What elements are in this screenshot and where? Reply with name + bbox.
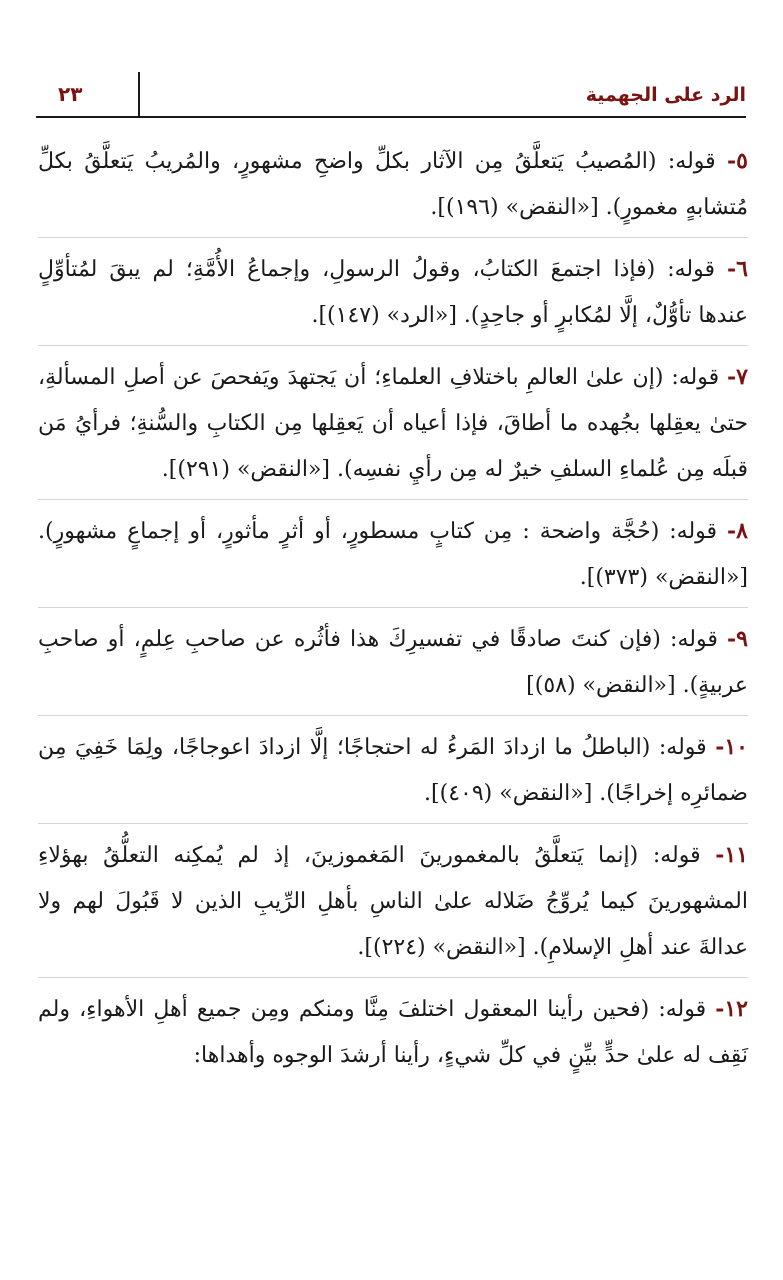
entry-number: ٦-: [727, 256, 748, 282]
entry-number: ١٠-: [715, 734, 748, 760]
quote-entry-9: [38, 616, 748, 716]
running-title: الرد على الجهمية: [585, 84, 746, 106]
entry-text: قوله: (فحين رأينا المعقول اختلفَ مِنَّا ومنكم ومِن جميع أهلِ الأهواءِ، ولم نَقِف له علىٰ حدٍّ بيِّنٍ في كلِّ شيءٍ، رأينا أرشدَ الوجوه وأهداها:: [38, 997, 748, 1068]
page-number: ٢٣: [58, 82, 83, 106]
entry-text: قوله: (حُجَّة واضحة : مِن كتابٍ مسطورٍ، أو أثرٍ مأثورٍ، أو إجماعٍ مشهورٍ). [«النقض» (٣٧٣)].: [38, 519, 748, 590]
entry-number: ٧-: [727, 364, 748, 390]
entry-number: ٥-: [727, 148, 748, 174]
entry-text: قوله: (إن علىٰ العالمِ باختلافِ العلماءِ؛ أن يَجتهدَ ويَفحصَ عن أصلِ المسألةِ، حتىٰ يعقِلها بجُهده ما أطاقَ، فإذا أعياه أن يَعقِلها مِن الكتابِ والسُّنةِ؛ فرأيُ مَن قبلَه مِن عُلماءِ السلفِ خيرٌ له مِن رأيِ نفسِه). [«النقض» (٢٩١)].: [38, 365, 748, 482]
header-rule: [36, 116, 746, 118]
entry-text: قوله: (الباطلُ ما ازدادَ المَرءُ له احتجاجًا؛ إلَّا ازدادَ اعوجاجًا، ولِمَا خَفِيَ مِن ضمائرِه إخراجًا). [«النقض» (٤٠٩)].: [38, 735, 748, 806]
entry-number: ٨-: [727, 518, 748, 544]
entry-text: قوله: (فإن كنتَ صادقًا في تفسيرِكَ هذا فأثُره عن صاحبِ عِلمٍ، أو صاحبِ عربيةٍ). [«النقض» (٥٨)]: [38, 627, 748, 698]
page-header: [36, 72, 746, 118]
page-body: [38, 138, 748, 1093]
entry-number: ١١-: [715, 842, 748, 868]
quote-entry-7: [38, 354, 748, 500]
quote-entry-10: [38, 724, 748, 824]
entry-text: قوله: (إنما يَتعلَّقُ بالمغمورينَ المَغموزينَ، إذ لم يُمكِنه التعلُّقُ بهؤلاءِ المشهورينَ كيما يُروِّجُ ضَلاله علىٰ الناسِ بأهلِ الرِّيبِ الذين لا قَبُولَ لهم ولا عدالةَ عند أهلِ الإسلامِ). [«النقض» (٢٢٤)].: [38, 843, 748, 960]
quote-entry-6: [38, 246, 748, 346]
quote-entry-5: [38, 138, 748, 238]
entry-text: قوله: (فإذا اجتمعَ الكتابُ، وقولُ الرسولِ، وإجماعُ الأُمَّةِ؛ لم يبقَ لمُتأوِّلٍ عندها تأوُّلٌ، إلَّا لمُكابرٍ أو جاحِدٍ). [«الرد» (١٤٧)].: [38, 257, 748, 328]
quote-entry-12: [38, 986, 748, 1085]
header-divider: [138, 72, 140, 118]
quote-entry-11: [38, 832, 748, 978]
quote-entry-8: [38, 508, 748, 608]
entry-number: ١٢-: [715, 996, 748, 1022]
entry-number: ٩-: [727, 626, 748, 652]
entry-text: قوله: (المُصيبُ يَتعلَّقُ مِن الآثار بكلِّ واضحِ مشهورٍ، والمُريبُ يَتعلَّقُ بكلِّ مُتشابهٍ مغمورٍ). [«النقض» (١٩٦)].: [38, 149, 748, 220]
